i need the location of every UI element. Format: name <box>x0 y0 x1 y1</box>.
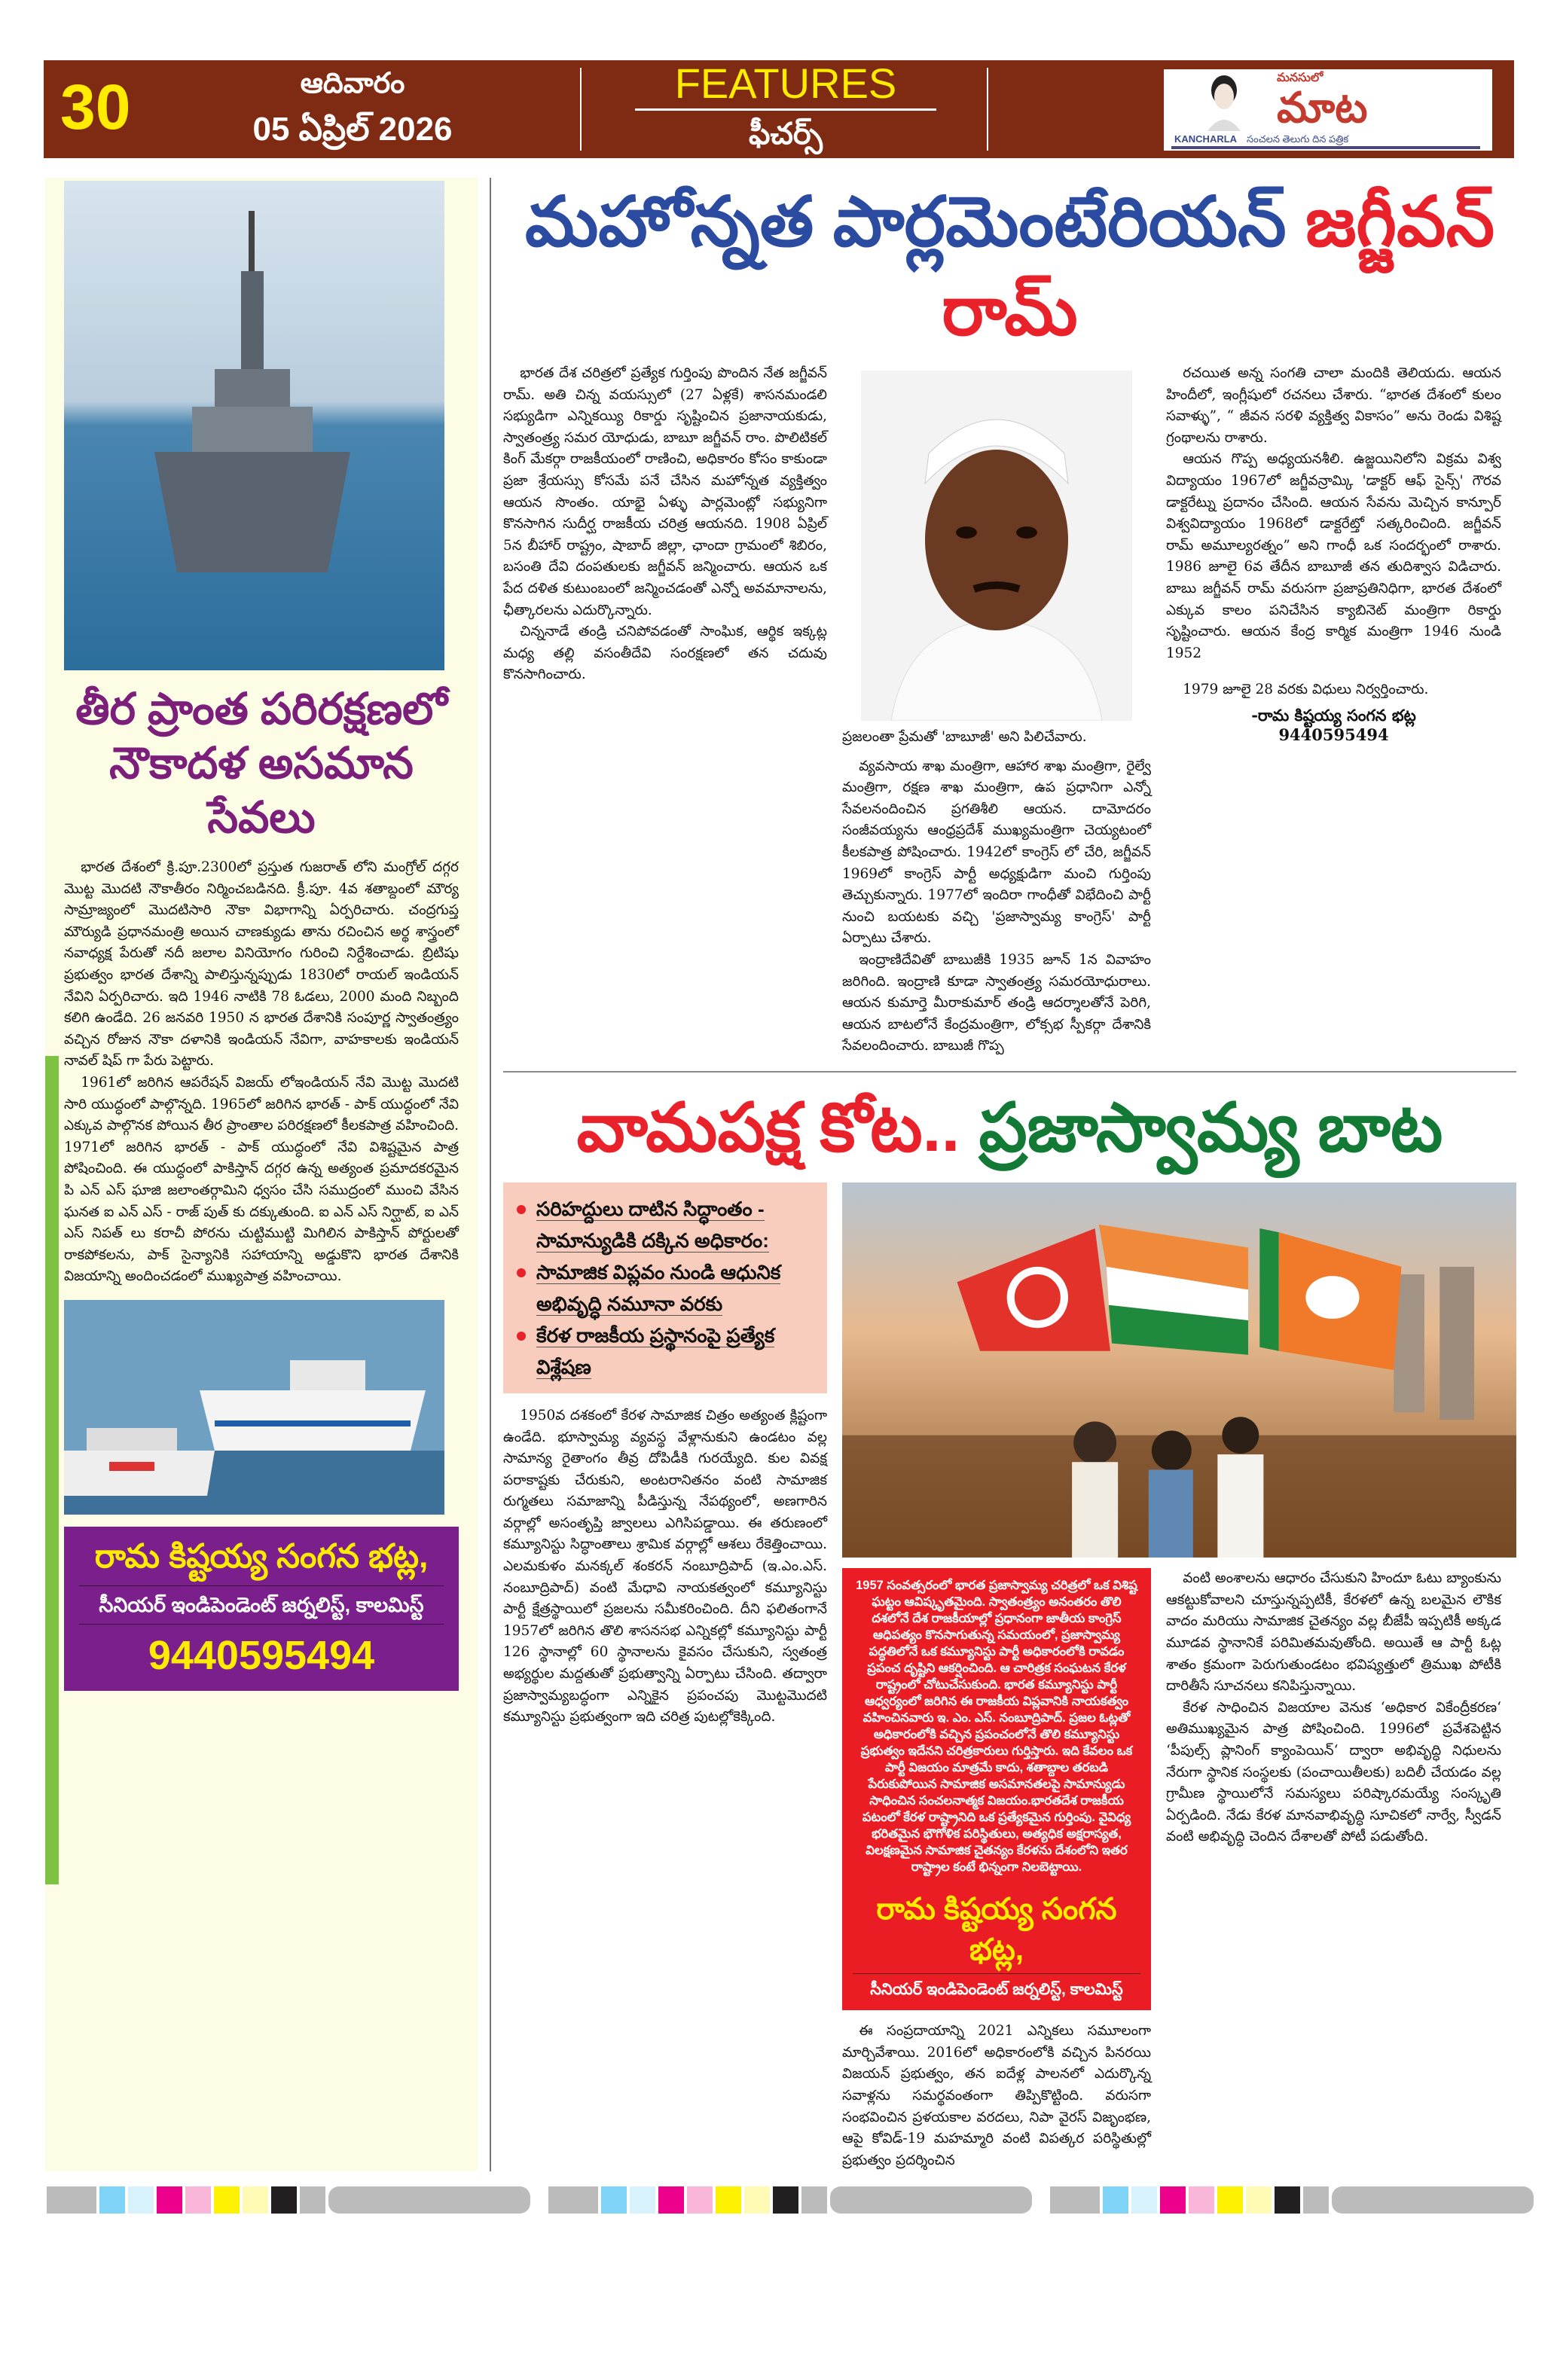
masthead <box>44 60 1514 158</box>
right-articles <box>503 178 1516 2171</box>
jagjivan-col2 <box>842 756 1151 1057</box>
section-title-en: FEATURES <box>674 60 897 107</box>
highlight-item <box>517 1256 814 1320</box>
jagjivan-col3 <box>1166 363 1501 1057</box>
divider <box>635 108 936 111</box>
jagjivan-portrait <box>861 371 1132 721</box>
paragraph: ఈ సంప్రదాయాన్ని 2021 ఎన్నికలు సమూలంగా మార్చివేశాయి. 2016లో అధికారంలోకి వచ్చిన పినరయి విజయన్ ప్రభుత్వం, తన ఐదేళ్ల పాలనలో ఎదుర్కొన్న సవాళ్లను సమర్థవంతంగా తిప్పికొట్టింది. వరుసగా సంభవించిన ప్రళయకాల వరదలు, నిపా వైరస్ విజృంభణ, ఆపై కోవిడ్-19 మహమ్మారి వంటి విపత్కర పరిస్థితుల్లో ప్రభుత్వం ప్రదర్శించిన <box>842 2023 1151 2168</box>
newspaper-logo <box>1164 69 1492 151</box>
kerala-columns <box>503 1182 1516 2172</box>
jagjivan-middle <box>842 363 1151 1057</box>
paragraph: కేరళ సాధించిన విజయాల వెనుక ‘అధికార వికేంద్రీకరణ‘ అతిముఖ్యమైన పాత్ర పోషించింది. 1996లో ప్రవేశపెట్టిన ‘పీపుల్స్ ప్లానింగ్ క్యాంపెయిన్‘ ద్వారా అభివృద్ధి నిధులను నేరుగా స్థానిక సంస్థలకు (పంచాయితీలకు) బదిలీ చేయడం వల్ల గ్రామీణ స్థాయిలోనే సమస్యలు పరిష్కారమయ్యే సంస్కృతి ఏర్పడింది. నేడు కేరళ మానవాభివృద్ధి సూచికలో నార్వే, స్వీడన్ వంటి అభివృద్ధి చెందిన దేశాలతో పోటీ పడుతోంది. <box>1166 1699 1501 1845</box>
logo-title: మాట <box>1277 84 1368 131</box>
page-body <box>45 178 1516 2171</box>
paragraph: 1979 జూలై 28 వరకు విధులు నిర్వర్తించారు. <box>1183 682 1429 698</box>
highlights-box <box>503 1182 827 1393</box>
party-flags-illustration <box>842 1182 1516 1558</box>
paragraph: వ్యవసాయ శాఖ మంత్రిగా, ఆహార శాఖ మంత్రిగా, రైల్వే మంత్రిగా, రక్షణ శాఖ మంత్రిగా, ఉప ప్రధానిగా ఎన్నో సేవలనందించిన ప్రగతిశీలి ఆయన. దామోదరం సంజీవయ్యను ఆంధ్రప్రదేశ్ ముఖ్యమంత్రిగా చెయ్యటంలో కీలకపాత్ర పోషించారు. 1942లో కాంగ్రెస్ లో చేరి, జగ్జీవన్ 1969లో కాంగ్రెస్ పార్టీ అధ్యక్షుడిగా మంచి గుర్తింపు తెచ్చుకున్నారు. 1977లో ఇందిరా గాంధీతో విభేదించి పార్టీ నుంచి బయటకు వచ్చి 'ప్రజాస్వామ్య కాంగ్రెస్' పార్టీ ఏర్పాటు చేశారు. <box>842 758 1151 947</box>
photo-caption: ప్రజలంతా ప్రేమతో 'బాబూజీ' అని పిలిచేవారు. <box>842 729 1087 745</box>
print-color-bars <box>47 2186 1557 2214</box>
author-designation: సీనియర్ ఇండిపెండెంట్ జర్నలిస్ట్, కాలమిస్ట్ <box>870 1981 1123 1999</box>
kerala-col1 <box>503 1405 827 1729</box>
headline-red: వామపక్ష కోట.. <box>576 1090 960 1166</box>
day-label: ఆదివారం <box>300 68 405 99</box>
kerala-right <box>842 1182 1516 2172</box>
coast-guard-ships-photo <box>64 1300 444 1515</box>
section-rule <box>503 1071 1516 1073</box>
print-color-bar <box>1050 2186 1534 2214</box>
logo-bar <box>1171 146 1480 149</box>
kerala-col3 <box>1166 1568 1501 2171</box>
paragraph: ఆయన గొప్ప అధ్యయనశీలి. ఉజ్జయినిలోని విక్రమ విశ్వ విద్యాయం 1967లో జగ్జీవన్రామ్కి 'డాక్టర్ ఆఫ్ సైన్స్' గౌరవ డాక్టరేట్ను ప్రదానం చేసింది. ఆయన సేవను మెచ్చిన కాన్పూర్ విశ్వవిద్యాయం 1968లో డాక్టరేట్తో సత్కరించింది. జగ్జీవన్ రామ్ అమూల్యరత్నం” అని గాంధీ ఒక సందర్భంలో రాశారు. 1986 జూలై 6వ తేదీన బాబూజీ తన తుదిశ్వాస విడిచారు. బాబు జగ్జీవన్ రామ్ వరుసగా ప్రజాప్రతినిధిగా, భారత దేశంలో ఎక్కువ కాలం పనిచేసిన క్యాబినెట్ మంత్రిగా రికార్డు సృష్టించారు. ఆయన కేంద్ర కార్మిక మంత్రిగా 1946 నుండి 1952 <box>1166 451 1501 661</box>
navy-body <box>64 857 459 1288</box>
navy-article-panel <box>45 178 478 2171</box>
highlight-text: కేరళ రాజకీయ ప్రస్థానంపై ప్రత్యేక విశ్లేషణ <box>536 1323 775 1378</box>
paragraph: రచయిత అన్న సంగతి చాలా మందికి తెలియదు. ఆయన హిందీలో, ఇంగ్లీషులో రచనలు చేశారు. “భారత దేశంలో కులం సవాళ్ళు”, “ జీవన సరళి వ్యక్తిత్వ వికాసం” అను రెండు విశిష్ట గ్రంథాలను రాశారు. <box>1166 365 1501 446</box>
paragraph: వంటి అంశాలను ఆధారం చేసుకుని హిందూ ఓటు బ్యాంకును ఆకట్టుకోవాలని చూస్తున్నప్పటికీ, కేరళలో ఉన్న బలమైన లౌకిక వాదం మరియు సామాజిక చైతన్యం వల్ల బీజేపీ ఇప్పటికీ అక్కడ మూడవ స్థానానికే పరిమితమవుతోంది. అయితే ఆ పార్టీ ఓట్ల శాతం క్రమంగా పెరుగుతుండటం భవిష్యత్తులో త్రిముఖ పోటీకి దారితీసే సూచనలు కనిపిస్తున్నాయి. <box>1166 1570 1501 1695</box>
author-name: రామ కిష్టయ్య సంగన భట్ల, <box>853 1889 1140 1974</box>
highlight-text: సామాజిక విప్లవం నుండి ఆధునిక అభివృద్ధి నమూనా వరకు <box>536 1260 781 1315</box>
print-color-bar <box>47 2186 530 2214</box>
column-rule <box>490 178 491 2171</box>
divider <box>987 68 988 151</box>
headline-line: తీర ప్రాంత పరిరక్షణలో <box>75 685 447 734</box>
signature-phone: 9440595494 <box>1278 725 1389 744</box>
paragraph: 1961లో జరిగిన ఆపరేషన్ విజయ్ లోఇండియన్ నేవి మొట్ట మొదటి సారి యుద్ధంలో పాల్గొన్నది. 1965లో జరిగిన భారత్ - పాక్ యుద్ధంలో నేవి ఎక్కువ పాల్గొనక పోయిన తీర ప్రాంతాల పరిరక్షణలో కీలకపాత్ర వహించింది. 1971లో జరిగిన భారత్ - పాక్ యుద్ధంలో నేవి విశిష్టమైన పాత్ర పోషించింది. ఈ యుద్ధంలో పాకిస్తాన్ దగ్గర ఉన్న అత్యంత ప్రమాదకరమైన పి ఎన్ ఎస్ ఘాజి జలాంతర్గామిని ధ్వసం చేసి సముద్రంలో ముంచి వేసిన ఘనత ఐ ఎన్ ఎస్ - రాజ్ పుత్ కు దక్కుతుంది. ఐ ఎన్ ఎస్ నిర్ఘాట్, ఐ ఎన్ ఎస్ నిపత్ లు కరాచీ పోరను చుట్టిముట్టి మిగిలిన పాకిస్తాన్ పోర్టులతో రాకపోకలను, పాక్ సైన్యానికి సహాయాన్ని అడ్డుకొని భారత దేశానికి విజయాన్ని అందించడంలో ముఖ్యపాత్ర వహించాయి. <box>64 1074 459 1285</box>
author-designation: సీనియర్ ఇండిపెండెంట్ జర్నలిస్ట్, కాలమిస్ట్ <box>79 1585 444 1625</box>
jagjivan-columns <box>503 363 1516 1057</box>
date-label: 05 ఏప్రిల్ 2026 <box>252 111 453 148</box>
author-name: రామ కిష్టయ్య సంగన భట్ల, <box>94 1537 429 1575</box>
author-phone: 9440595494 <box>148 1632 375 1678</box>
paragraph: భారత దేశ చరిత్రలో ప్రత్యేక గుర్తింపు పొందిన నేత జగ్జీవన్ రామ్. అతి చిన్న వయస్సులో (27 ఏళ్లకే) శాసనమండలి సభ్యుడిగా ఎన్నికయ్యి రికార్డు సృష్టించిన ప్రజానాయకుడు, స్వాతంత్ర్య సమర యోధుడు, బాబూ జగ్జీవన్ రాం. పొలిటికల్ కింగ్ మేకర్గా రాజకీయంలో రాణించి, అధికారం కోసం కాకుండా ప్రజా శ్రేయస్సు కోసమే పనే చేసిన మహోన్నత వ్యక్తిత్వం ఆయన సొంతం. యాభై ఏళ్ళు పార్లమెంట్లో సభ్యునిగా కొనసాగిన సుదీర్ఘ రాజకీయ చరిత్ర ఆయనది. 1908 ఏప్రిల్ 5న బీహార్ రాష్ట్రం, షాబాద్ జిల్లా, ఛాందా గ్రామంలో శిబిరం, బసంతి దేవి దంపతులకు జగ్జీవన్ జన్మించారు. ఆయన ఒక పేద దళిత కుటుంబంలో జన్మించడంతో ఎన్నో అవమానాలను, ఛీత్కారలను ఎదుర్కొన్నారు. <box>503 365 827 618</box>
divider <box>580 68 582 151</box>
pull-quote-box <box>842 1568 1151 2010</box>
signature: -రామ కిష్టయ్య సంగన భట్ల <box>1251 705 1416 725</box>
print-color-bar <box>548 2186 1032 2214</box>
kerala-left <box>503 1182 827 2172</box>
headline-blue: మహోన్నత పార్లమెంటేరియన్ <box>524 184 1287 261</box>
logo-brand: KANCHARLA <box>1174 133 1238 145</box>
page-number: 30 <box>60 72 131 142</box>
highlight-text: సరిహద్దులు దాటిన సిద్ధాంతం - సామాన్యుడికి దక్కిన అధికారం: <box>536 1197 769 1252</box>
author-box <box>64 1527 459 1691</box>
paragraph: 1950వ దశకంలో కేరళ సామాజిక చిత్రం అత్యంత క్లిష్టంగా ఉండేది. భూస్వామ్య వ్యవస్థ వేళ్లానుకుని ఉండటం వల్ల సామాన్య రైతాంగం తీవ్ర దోపిడీకి గురయ్యేది. కుల వివక్ష పరాకాష్టకు చేరుకుని, అంటరానితనం వంటి సామాజిక రుగ్మతలు సమాజాన్ని పీడిస్తున్న నేపథ్యంలో, అణగారిన వర్గాల్లో అసంతృప్తి జ్వాలలు ఎగిసిపడ్డాయి. ఈ తరుణంలో కమ్యూనిస్టు సిద్ధాంతాలు శ్రామిక వర్గాల్లో ఆశలు రేకెత్తించాయి. ఎలమకుళం మనక్కల్ శంకరన్ నంబూద్రిపాద్ (ఇ.ఎం.ఎస్. నంబూద్రిపాద్) వంటి మేధావి నాయకత్వంలో కమ్యూనిస్టు పార్టీ క్షేత్రస్థాయిలో ప్రజలను సమీకరించింది. దీని ఫలితంగానే 1957లో జరిగిన తొలి శాసనసభ ఎన్నికల్లో కమ్యూనిస్టు పార్టీ 126 స్థానాల్లో 60 స్థానాలను కైవసం చేసుకుని, స్వతంత్ర అభ్యర్థుల మద్దతుతో ప్రభుత్వాన్ని ఏర్పాటు చేసింది. తద్వారా ప్రజాస్వామ్యబద్ధంగా ఎన్నికైన ప్రపంచపు మొట్టమొదటి కమ్యూనిస్టు ప్రభుత్వంగా ఇది చరిత్ర పుటల్లోకెక్కింది. <box>503 1407 827 1726</box>
kerala-lower-columns <box>842 1568 1516 2171</box>
headline-red: జగ్జీవన్ రామ్ <box>942 184 1495 349</box>
jagjivan-headline <box>503 178 1516 355</box>
navy-headline <box>64 682 459 845</box>
headline-green: ప్రజాస్వామ్య బాట <box>978 1090 1443 1166</box>
kerala-middle <box>842 1568 1151 2171</box>
warship-photo <box>64 181 444 670</box>
highlight-item <box>517 1320 814 1383</box>
paragraph: భారత దేశంలో క్రి.పూ.2300లో ప్రస్తుత గుజరాత్ లోని మంగ్రోల్ దగ్గర మొట్ట మొదటి నౌకాతీరం నిర్మించబడినది. క్రీ.పూ. 4వ శతాబ్దంలో మౌర్య సామ్రాజ్యంలో మొదటిసారి నౌకా విభాగాన్ని ఏర్పరిచారు. చంద్రగుప్త మౌర్యుడి ప్రధానమంత్రి అయిన చాణక్యుడు తాను రచించిన అర్థ శాస్త్రంలో నవాధ్యక్ష పేరుతో నదీ జలాల వినియోగం గురించి నిర్దేశించాడు. బ్రిటిషు ప్రభుత్వం భారత దేశాన్ని పాలిస్తున్నప్పుడు 1830లో రాయల్ ఇండియన్ నేవిని ఏర్పరిచారు. ఇది 1946 నాటికి 78 ఓడలు, 2000 మంది నిబ్బంది కలిగి ఉండేది. 26 జనవరి 1950 న భారత దేశానికి సంపూర్ణ స్వాతంత్ర్యం వచ్చిన రోజున నౌకా దళానికి ఇండియన్ నేవిగా, వాహకాలకు ఇండియన్ నావల్ షిప్ గా పేరు పెట్టారు. <box>64 859 459 1069</box>
highlight-item <box>517 1193 814 1256</box>
pull-quote-text: 1957 సంవత్సరంలో భారత ప్రజాస్వామ్య చరిత్రలో ఒక విశిష్ట ఘట్టం ఆవిష్కృతమైంది. స్వాతంత్ర్యం అనంతరం తొలి దశలోనే దేశ రాజకీయాల్లో ప్రధానంగా జాతీయ కాంగ్రెస్ ఆధిపత్యం కొనసాగుతున్న సమయంలో, ప్రజాస్వామ్య పద్ధతిలోనే ఒక కమ్యూనిస్టు పార్టీ అధికారంలోకి రావడం ప్రపంచ దృష్టిని ఆకర్షించింది. ఆ చారిత్రక సంఘటన కేరళ రాష్ట్రంలో చోటుచేసుకుంది. భారత కమ్యూనిస్టు పార్టీ ఆధ్వర్యంలో జరిగిన ఈ రాజకీయ విప్లవానికి నాయకత్వం వహించినవారు ఇ. ఎం. ఎస్. నంబూద్రిపాద్. ప్రజల ఓట్లతో అధికారంలోకి వచ్చిన ప్రపంచంలోనే తొలి కమ్యూనిస్టు ప్రభుత్వం ఇదేనని చరిత్రకారులు గుర్తిస్తారు. ఇది కేవలం ఒక పార్టీ విజయం మాత్రమే కాదు, శతాబ్దాల తరబడి పేరుకుపోయిన సామాజిక అసమానతలపై సామాన్యుడు సాధించిన సంచలనాత్మక విజయం.భారతదేశ రాజకీయ పటంలో కేరళ రాష్ట్రానిది ఒక ప్రత్యేకమైన గుర్తింపు. వైవిధ్య భరితమైన భౌగోళిక పరిస్థితులు, అత్యధిక అక్షరాస్యత, విలక్షణమైన సామాజిక చైతన్యం కేరళను దేశంలోని ఇతర రాష్ట్రాల కంటే భిన్నంగా నిలబెట్టాయి. <box>856 1579 1137 1875</box>
logo-tagline: సంచలన తెలుగు దిన పత్రిక <box>1247 133 1349 145</box>
kerala-col2 <box>842 2021 1151 2171</box>
section-title-te: ఫీచర్స్ <box>749 117 823 151</box>
paragraph: ఇంద్రాణిదేవితో బాబుజీకి 1935 జూన్ 1న వివాహం జరిగింది. ఇంద్రాణి కూడా స్వాతంత్ర్య సమరయోధురాలు. ఆయన కుమార్తె మీరాకుమార్ తండ్రి ఆదర్శాలతోనే పెరిగి, ఆయన బాటలోనే కేంద్రమంత్రిగా, లోక్సభ స్పీకర్గా దేశానికి సేవలందించారు. బాబుజీ గొప్ప <box>842 951 1151 1054</box>
accent-bar <box>45 1056 59 1884</box>
paragraph: చిన్ననాడే తండ్రి చనిపోవడంతో సాంఘిక, ఆర్థిక ఇక్కట్ల మధ్య తల్లి వసంతీదేవి సంరక్షణలో తన చదువు కొనసాగించారు. <box>503 624 827 683</box>
headline-line: నౌకాదళ అసమాన సేవలు <box>109 739 414 842</box>
founder-portrait-icon <box>1201 72 1247 131</box>
kerala-headline <box>503 1085 1516 1172</box>
logo-small: మనసులో <box>1277 72 1323 84</box>
jagjivan-col1 <box>503 363 827 1057</box>
